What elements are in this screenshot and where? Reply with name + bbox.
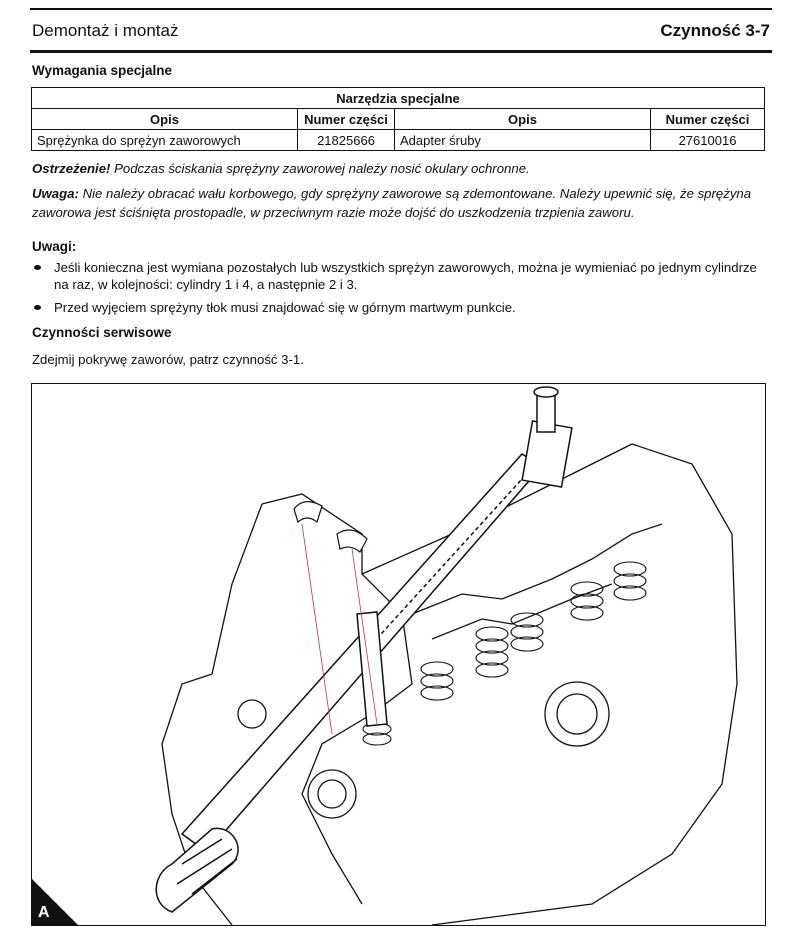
cell-tool-1-desc: Sprężynka do sprężyn zaworowych <box>32 130 298 151</box>
cell-tool-2-part: 27610016 <box>651 130 765 151</box>
caution-text: Nie należy obracać wału korbowego, gdy sprężyny zaworowe są zdemontowane. Należy upewnić się, że sprężyna zaworowa jest ściśnięta prostopadle, w przeciwnym razie może dojść do uszkodzenia trzpienia zaworu. <box>32 186 752 220</box>
table-header-row <box>32 109 765 130</box>
cell-tool-2-desc: Adapter śruby <box>395 130 651 151</box>
requirements-title: Wymagania specjalne <box>32 63 173 78</box>
warning-paragraph <box>32 159 767 178</box>
header-step-title: Czynność 3-7 <box>660 21 770 40</box>
cell-tool-1-part: 21825666 <box>298 130 395 151</box>
col-header-desc-1: Opis <box>32 109 298 130</box>
page-header <box>30 8 772 53</box>
warning-text: Podczas ściskania sprężyny zaworowej należy nosić okulary ochronne. <box>110 161 530 176</box>
table-row <box>32 130 765 151</box>
col-header-desc-2: Opis <box>395 109 651 130</box>
col-header-part-2: Numer części <box>651 109 765 130</box>
table-caption: Narzędzia specjalne <box>32 88 765 109</box>
list-item: Przed wyjęciem sprężyny tłok musi znajdować się w górnym martwym punkcie. <box>32 299 767 316</box>
special-tools-table <box>31 87 765 151</box>
caution-paragraph <box>32 184 767 222</box>
valve-spring-compressor-drawing <box>32 384 765 925</box>
service-instruction: Zdejmij pokrywę zaworów, patrz czynność 3-1. <box>32 352 304 367</box>
caution-label: Uwaga: <box>32 186 79 201</box>
warning-label: Ostrzeżenie! <box>32 161 111 176</box>
engine-illustration <box>31 383 766 926</box>
col-header-part-1: Numer części <box>298 109 395 130</box>
figure-label: A <box>38 904 50 921</box>
list-item: Jeśli konieczna jest wymiana pozostałych lub wszystkich sprężyn zaworowych, można je wymieniać po jednym cylindrze na raz, w kolejności: cylindry 1 i 4, a następnie 2 i 3. <box>32 259 767 293</box>
header-section-title: Demontaż i montaż <box>32 21 179 40</box>
service-title: Czynności serwisowe <box>32 325 172 340</box>
notes-title: Uwagi: <box>32 239 77 254</box>
notes-list <box>32 259 767 322</box>
